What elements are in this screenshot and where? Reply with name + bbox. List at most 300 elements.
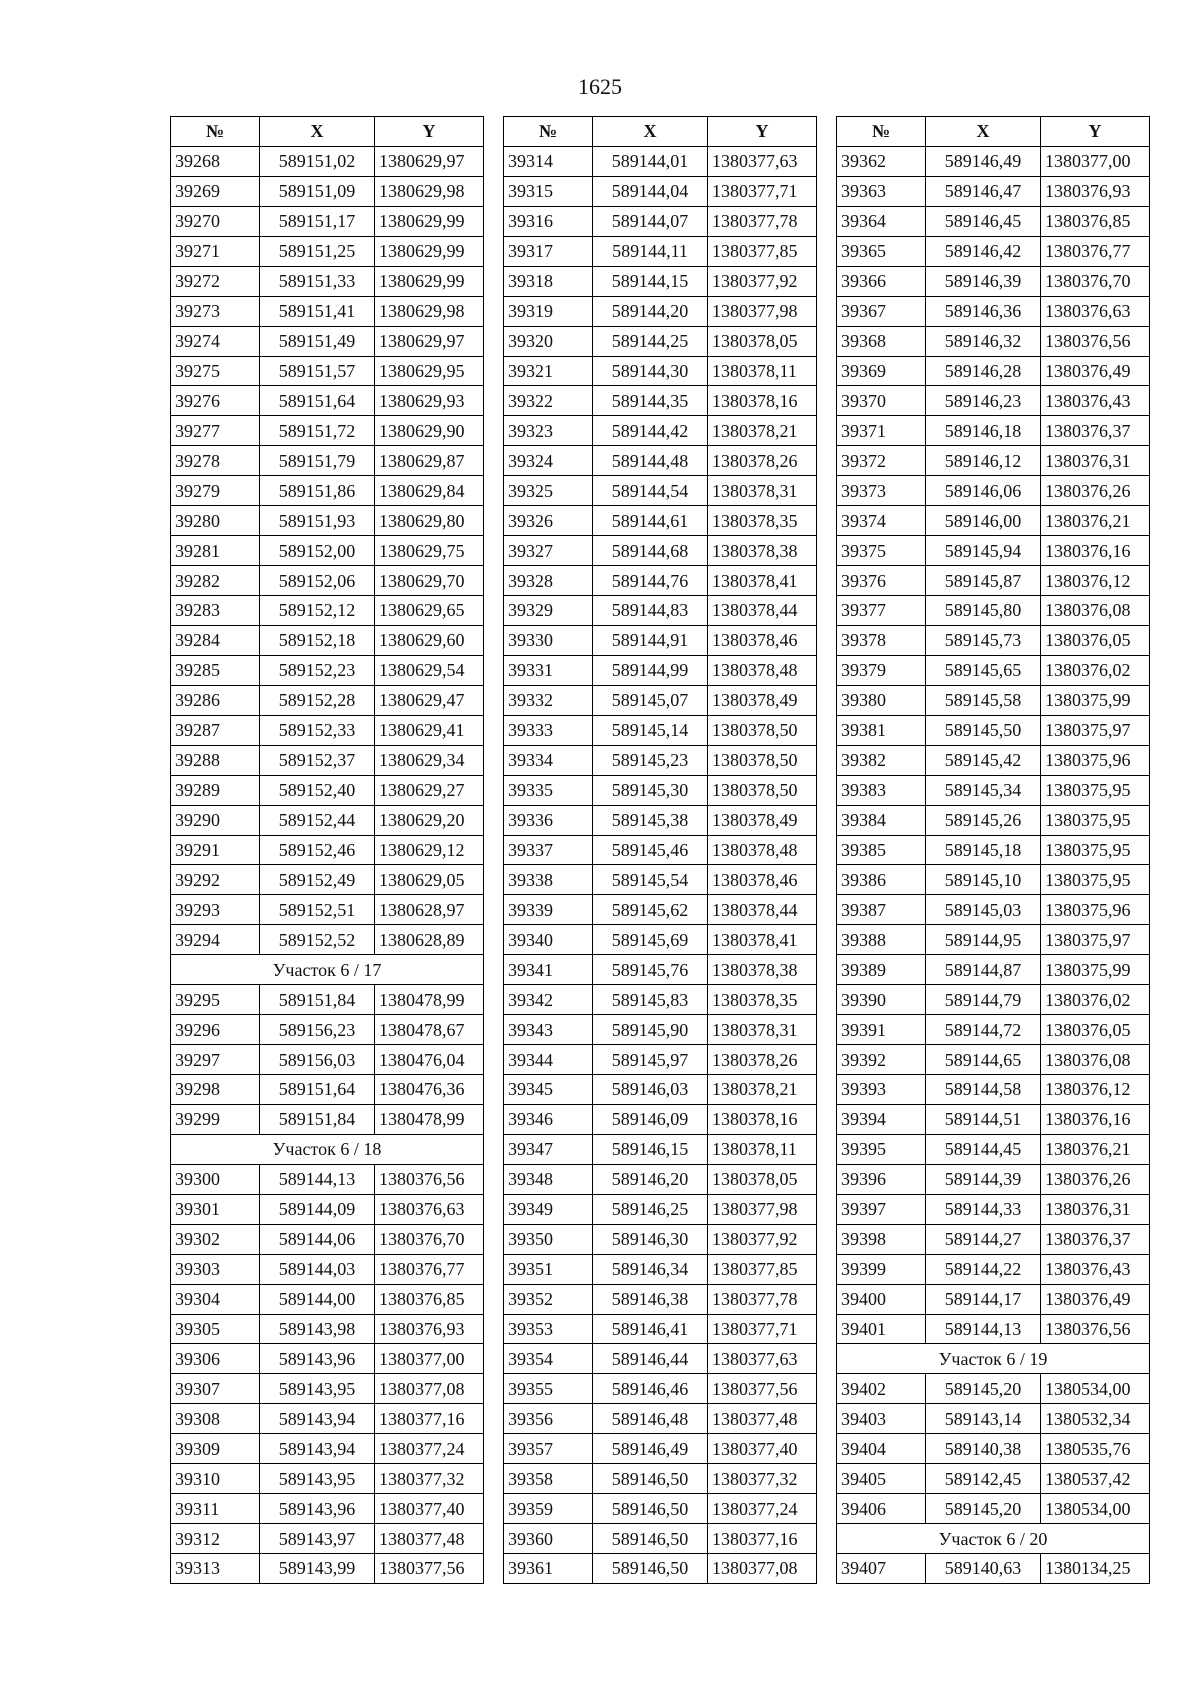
x-coordinate-cell: 589151,84 [260, 1104, 375, 1134]
y-coordinate-cell: 1380376,12 [1041, 1075, 1150, 1105]
table-row [171, 625, 484, 655]
x-coordinate-cell: 589145,54 [593, 865, 708, 895]
point-number-cell: 39278 [171, 446, 260, 476]
point-number-cell: 39315 [504, 176, 593, 206]
x-coordinate-cell: 589143,95 [260, 1464, 375, 1494]
point-number-cell: 39400 [837, 1284, 926, 1314]
point-number-cell: 39309 [171, 1434, 260, 1464]
x-coordinate-cell: 589146,49 [926, 146, 1041, 176]
x-coordinate-cell: 589145,20 [926, 1494, 1041, 1524]
point-number-cell: 39341 [504, 955, 593, 985]
table-row [171, 655, 484, 685]
point-number-cell: 39407 [837, 1554, 926, 1584]
y-coordinate-cell: 1380378,50 [708, 775, 817, 805]
y-coordinate-cell: 1380478,67 [375, 1015, 484, 1045]
point-number-cell: 39387 [837, 895, 926, 925]
table-row [837, 1284, 1150, 1314]
x-coordinate-cell: 589146,09 [593, 1104, 708, 1134]
point-number-cell: 39305 [171, 1314, 260, 1344]
section-row [171, 1134, 484, 1164]
y-coordinate-cell: 1380629,65 [375, 596, 484, 626]
table-row [837, 146, 1150, 176]
x-coordinate-cell: 589146,50 [593, 1524, 708, 1554]
y-coordinate-cell: 1380629,41 [375, 715, 484, 745]
x-coordinate-cell: 589146,36 [926, 296, 1041, 326]
x-coordinate-cell: 589144,83 [593, 596, 708, 626]
point-number-cell: 39294 [171, 925, 260, 955]
x-coordinate-cell: 589144,45 [926, 1134, 1041, 1164]
y-coordinate-cell: 1380629,34 [375, 745, 484, 775]
point-number-cell: 39340 [504, 925, 593, 955]
y-coordinate-cell: 1380378,38 [708, 536, 817, 566]
table-row [837, 925, 1150, 955]
y-coordinate-cell: 1380534,00 [1041, 1374, 1150, 1404]
section-label: Участок 6 / 18 [171, 1134, 484, 1164]
point-number-cell: 39375 [837, 536, 926, 566]
table-row [504, 715, 817, 745]
x-coordinate-cell: 589144,48 [593, 446, 708, 476]
table-row [171, 566, 484, 596]
y-coordinate-cell: 1380629,93 [375, 386, 484, 416]
point-number-cell: 39365 [837, 236, 926, 266]
y-coordinate-cell: 1380376,43 [1041, 1254, 1150, 1284]
table-row [837, 1134, 1150, 1164]
table-row [171, 326, 484, 356]
header-x: X [260, 117, 375, 147]
y-coordinate-cell: 1380629,70 [375, 566, 484, 596]
table-row [504, 985, 817, 1015]
point-number-cell: 39326 [504, 506, 593, 536]
point-number-cell: 39389 [837, 955, 926, 985]
table-row [504, 1314, 817, 1344]
x-coordinate-cell: 589146,32 [926, 326, 1041, 356]
y-coordinate-cell: 1380376,37 [1041, 416, 1150, 446]
x-coordinate-cell: 589144,61 [593, 506, 708, 536]
table-row [504, 1134, 817, 1164]
table-row [504, 835, 817, 865]
point-number-cell: 39338 [504, 865, 593, 895]
y-coordinate-cell: 1380376,56 [375, 1164, 484, 1194]
point-number-cell: 39363 [837, 176, 926, 206]
y-coordinate-cell: 1380377,85 [708, 1254, 817, 1284]
table-row [504, 266, 817, 296]
point-number-cell: 39374 [837, 506, 926, 536]
section-row [837, 1344, 1150, 1374]
x-coordinate-cell: 589152,49 [260, 865, 375, 895]
table-row [837, 1045, 1150, 1075]
x-coordinate-cell: 589145,26 [926, 805, 1041, 835]
y-coordinate-cell: 1380378,05 [708, 1164, 817, 1194]
point-number-cell: 39402 [837, 1374, 926, 1404]
y-coordinate-cell: 1380375,96 [1041, 745, 1150, 775]
x-coordinate-cell: 589144,01 [593, 146, 708, 176]
table-row [171, 745, 484, 775]
table-row [837, 1254, 1150, 1284]
y-coordinate-cell: 1380628,89 [375, 925, 484, 955]
point-number-cell: 39329 [504, 596, 593, 626]
y-coordinate-cell: 1380628,97 [375, 895, 484, 925]
point-number-cell: 39300 [171, 1164, 260, 1194]
x-coordinate-cell: 589145,38 [593, 805, 708, 835]
y-coordinate-cell: 1380377,00 [1041, 146, 1150, 176]
x-coordinate-cell: 589144,87 [926, 955, 1041, 985]
y-coordinate-cell: 1380376,70 [1041, 266, 1150, 296]
y-coordinate-cell: 1380629,60 [375, 625, 484, 655]
table-row [504, 955, 817, 985]
x-coordinate-cell: 589144,06 [260, 1224, 375, 1254]
point-number-cell: 39295 [171, 985, 260, 1015]
x-coordinate-cell: 589152,23 [260, 655, 375, 685]
x-coordinate-cell: 589152,12 [260, 596, 375, 626]
y-coordinate-cell: 1380375,95 [1041, 805, 1150, 835]
y-coordinate-cell: 1380476,36 [375, 1075, 484, 1105]
table-row [504, 506, 817, 536]
point-number-cell: 39288 [171, 745, 260, 775]
point-number-cell: 39385 [837, 835, 926, 865]
table-row [171, 1015, 484, 1045]
x-coordinate-cell: 589146,23 [926, 386, 1041, 416]
y-coordinate-cell: 1380629,75 [375, 536, 484, 566]
y-coordinate-cell: 1380376,16 [1041, 536, 1150, 566]
point-number-cell: 39322 [504, 386, 593, 416]
x-coordinate-cell: 589144,07 [593, 206, 708, 236]
point-number-cell: 39362 [837, 146, 926, 176]
y-coordinate-cell: 1380532,34 [1041, 1404, 1150, 1434]
y-coordinate-cell: 1380375,99 [1041, 685, 1150, 715]
table-row [171, 1464, 484, 1494]
x-coordinate-cell: 589145,97 [593, 1045, 708, 1075]
point-number-cell: 39274 [171, 326, 260, 356]
table-row [837, 206, 1150, 236]
y-coordinate-cell: 1380377,98 [708, 1194, 817, 1224]
y-coordinate-cell: 1380378,38 [708, 955, 817, 985]
table-row [504, 146, 817, 176]
y-coordinate-cell: 1380376,08 [1041, 596, 1150, 626]
y-coordinate-cell: 1380377,32 [375, 1464, 484, 1494]
y-coordinate-cell: 1380629,12 [375, 835, 484, 865]
x-coordinate-cell: 589152,06 [260, 566, 375, 596]
section-label: Участок 6 / 17 [171, 955, 484, 985]
point-number-cell: 39308 [171, 1404, 260, 1434]
x-coordinate-cell: 589146,18 [926, 416, 1041, 446]
table-row [837, 775, 1150, 805]
point-number-cell: 39373 [837, 476, 926, 506]
point-number-cell: 39327 [504, 536, 593, 566]
point-number-cell: 39391 [837, 1015, 926, 1045]
point-number-cell: 39406 [837, 1494, 926, 1524]
point-number-cell: 39383 [837, 775, 926, 805]
y-coordinate-cell: 1380377,24 [708, 1494, 817, 1524]
point-number-cell: 39289 [171, 775, 260, 805]
table-row [837, 865, 1150, 895]
point-number-cell: 39298 [171, 1075, 260, 1105]
y-coordinate-cell: 1380377,48 [708, 1404, 817, 1434]
x-coordinate-cell: 589144,68 [593, 536, 708, 566]
x-coordinate-cell: 589143,96 [260, 1494, 375, 1524]
y-coordinate-cell: 1380476,04 [375, 1045, 484, 1075]
y-coordinate-cell: 1380375,95 [1041, 775, 1150, 805]
y-coordinate-cell: 1380377,56 [375, 1554, 484, 1584]
table-row [171, 1524, 484, 1554]
point-number-cell: 39271 [171, 236, 260, 266]
header-number: № [171, 117, 260, 147]
point-number-cell: 39303 [171, 1254, 260, 1284]
x-coordinate-cell: 589144,22 [926, 1254, 1041, 1284]
y-coordinate-cell: 1380375,99 [1041, 955, 1150, 985]
x-coordinate-cell: 589151,17 [260, 206, 375, 236]
y-coordinate-cell: 1380377,16 [708, 1524, 817, 1554]
point-number-cell: 39272 [171, 266, 260, 296]
table-row [837, 955, 1150, 985]
point-number-cell: 39330 [504, 625, 593, 655]
y-coordinate-cell: 1380376,43 [1041, 386, 1150, 416]
y-coordinate-cell: 1380378,31 [708, 476, 817, 506]
y-coordinate-cell: 1380377,40 [708, 1434, 817, 1464]
x-coordinate-cell: 589144,35 [593, 386, 708, 416]
y-coordinate-cell: 1380377,71 [708, 1314, 817, 1344]
point-number-cell: 39348 [504, 1164, 593, 1194]
point-number-cell: 39328 [504, 566, 593, 596]
point-number-cell: 39312 [171, 1524, 260, 1554]
table-row [504, 685, 817, 715]
point-number-cell: 39345 [504, 1075, 593, 1105]
section-row [837, 1524, 1150, 1554]
table-row [837, 685, 1150, 715]
x-coordinate-cell: 589146,38 [593, 1284, 708, 1314]
table-row [171, 1554, 484, 1584]
y-coordinate-cell: 1380376,37 [1041, 1224, 1150, 1254]
table-row [504, 236, 817, 266]
y-coordinate-cell: 1380376,08 [1041, 1045, 1150, 1075]
y-coordinate-cell: 1380629,05 [375, 865, 484, 895]
y-coordinate-cell: 1380629,97 [375, 326, 484, 356]
x-coordinate-cell: 589145,94 [926, 536, 1041, 566]
x-coordinate-cell: 589144,79 [926, 985, 1041, 1015]
point-number-cell: 39276 [171, 386, 260, 416]
x-coordinate-cell: 589146,49 [593, 1434, 708, 1464]
point-number-cell: 39350 [504, 1224, 593, 1254]
table-row [171, 805, 484, 835]
y-coordinate-cell: 1380377,63 [708, 146, 817, 176]
table-row [504, 1494, 817, 1524]
x-coordinate-cell: 589146,47 [926, 176, 1041, 206]
table-row [837, 1075, 1150, 1105]
table-row [837, 1314, 1150, 1344]
y-coordinate-cell: 1380534,00 [1041, 1494, 1150, 1524]
point-number-cell: 39397 [837, 1194, 926, 1224]
y-coordinate-cell: 1380629,97 [375, 146, 484, 176]
header-number: № [504, 117, 593, 147]
x-coordinate-cell: 589145,07 [593, 685, 708, 715]
x-coordinate-cell: 589145,03 [926, 895, 1041, 925]
y-coordinate-cell: 1380376,21 [1041, 1134, 1150, 1164]
y-coordinate-cell: 1380377,92 [708, 266, 817, 296]
x-coordinate-cell: 589146,28 [926, 356, 1041, 386]
point-number-cell: 39286 [171, 685, 260, 715]
x-coordinate-cell: 589143,99 [260, 1554, 375, 1584]
table-row [171, 1344, 484, 1374]
x-coordinate-cell: 589151,25 [260, 236, 375, 266]
point-number-cell: 39319 [504, 296, 593, 326]
header-y: Y [1041, 117, 1150, 147]
x-coordinate-cell: 589146,30 [593, 1224, 708, 1254]
table-row [504, 1015, 817, 1045]
y-coordinate-cell: 1380377,63 [708, 1344, 817, 1374]
x-coordinate-cell: 589146,20 [593, 1164, 708, 1194]
point-number-cell: 39381 [837, 715, 926, 745]
point-number-cell: 39270 [171, 206, 260, 236]
y-coordinate-cell: 1380629,47 [375, 685, 484, 715]
table-row [504, 1434, 817, 1464]
x-coordinate-cell: 589142,45 [926, 1464, 1041, 1494]
point-number-cell: 39310 [171, 1464, 260, 1494]
point-number-cell: 39376 [837, 566, 926, 596]
table-row [504, 745, 817, 775]
table-row [837, 506, 1150, 536]
y-coordinate-cell: 1380376,02 [1041, 985, 1150, 1015]
point-number-cell: 39284 [171, 625, 260, 655]
x-coordinate-cell: 589151,41 [260, 296, 375, 326]
table-row [837, 625, 1150, 655]
table-row [837, 356, 1150, 386]
page-number: 1625 [578, 74, 622, 99]
x-coordinate-cell: 589144,04 [593, 176, 708, 206]
table-row [504, 1284, 817, 1314]
x-coordinate-cell: 589146,50 [593, 1464, 708, 1494]
table-row [837, 1554, 1150, 1584]
x-coordinate-cell: 589151,64 [260, 386, 375, 416]
x-coordinate-cell: 589151,57 [260, 356, 375, 386]
table-row [171, 865, 484, 895]
y-coordinate-cell: 1380629,90 [375, 416, 484, 446]
y-coordinate-cell: 1380376,85 [375, 1284, 484, 1314]
y-coordinate-cell: 1380378,26 [708, 446, 817, 476]
point-number-cell: 39280 [171, 506, 260, 536]
x-coordinate-cell: 589145,10 [926, 865, 1041, 895]
x-coordinate-cell: 589146,50 [593, 1494, 708, 1524]
x-coordinate-cell: 589152,44 [260, 805, 375, 835]
table-row [504, 1075, 817, 1105]
x-coordinate-cell: 589144,11 [593, 236, 708, 266]
table-row [837, 895, 1150, 925]
table-row [504, 446, 817, 476]
y-coordinate-cell: 1380378,31 [708, 1015, 817, 1045]
table-row [171, 446, 484, 476]
table-row [171, 1374, 484, 1404]
table-row [504, 1404, 817, 1434]
table-row [504, 1464, 817, 1494]
y-coordinate-cell: 1380376,26 [1041, 476, 1150, 506]
point-number-cell: 39335 [504, 775, 593, 805]
table-row [837, 1434, 1150, 1464]
x-coordinate-cell: 589144,42 [593, 416, 708, 446]
point-number-cell: 39281 [171, 536, 260, 566]
point-number-cell: 39311 [171, 1494, 260, 1524]
table-row [504, 805, 817, 835]
table-row [837, 296, 1150, 326]
y-coordinate-cell: 1380629,99 [375, 266, 484, 296]
x-coordinate-cell: 589146,34 [593, 1254, 708, 1284]
y-coordinate-cell: 1380537,42 [1041, 1464, 1150, 1494]
x-coordinate-cell: 589144,00 [260, 1284, 375, 1314]
table-row [837, 386, 1150, 416]
y-coordinate-cell: 1380376,56 [1041, 326, 1150, 356]
point-number-cell: 39364 [837, 206, 926, 236]
y-coordinate-cell: 1380629,20 [375, 805, 484, 835]
y-coordinate-cell: 1380478,99 [375, 985, 484, 1015]
point-number-cell: 39317 [504, 236, 593, 266]
y-coordinate-cell: 1380378,21 [708, 416, 817, 446]
point-number-cell: 39370 [837, 386, 926, 416]
table-row [504, 1045, 817, 1075]
x-coordinate-cell: 589145,62 [593, 895, 708, 925]
table-row [504, 655, 817, 685]
y-coordinate-cell: 1380629,84 [375, 476, 484, 506]
point-number-cell: 39337 [504, 835, 593, 865]
point-number-cell: 39347 [504, 1134, 593, 1164]
table-row [171, 1164, 484, 1194]
table-row [504, 386, 817, 416]
x-coordinate-cell: 589144,58 [926, 1075, 1041, 1105]
table-row [504, 176, 817, 206]
x-coordinate-cell: 589146,06 [926, 476, 1041, 506]
y-coordinate-cell: 1380375,96 [1041, 895, 1150, 925]
y-coordinate-cell: 1380377,98 [708, 296, 817, 326]
point-number-cell: 39395 [837, 1134, 926, 1164]
table-row [504, 356, 817, 386]
y-coordinate-cell: 1380629,95 [375, 356, 484, 386]
point-number-cell: 39388 [837, 925, 926, 955]
table-row [837, 805, 1150, 835]
x-coordinate-cell: 589145,50 [926, 715, 1041, 745]
point-number-cell: 39334 [504, 745, 593, 775]
point-number-cell: 39302 [171, 1224, 260, 1254]
section-label: Участок 6 / 20 [837, 1524, 1150, 1554]
point-number-cell: 39275 [171, 356, 260, 386]
point-number-cell: 39269 [171, 176, 260, 206]
x-coordinate-cell: 589152,18 [260, 625, 375, 655]
x-coordinate-cell: 589144,30 [593, 356, 708, 386]
y-coordinate-cell: 1380378,44 [708, 895, 817, 925]
y-coordinate-cell: 1380629,99 [375, 236, 484, 266]
table-row [837, 1104, 1150, 1134]
x-coordinate-cell: 589144,15 [593, 266, 708, 296]
table-row [837, 1494, 1150, 1524]
x-coordinate-cell: 589156,23 [260, 1015, 375, 1045]
point-number-cell: 39277 [171, 416, 260, 446]
table-row [504, 895, 817, 925]
y-coordinate-cell: 1380376,63 [375, 1194, 484, 1224]
y-coordinate-cell: 1380376,12 [1041, 566, 1150, 596]
x-coordinate-cell: 589146,41 [593, 1314, 708, 1344]
x-coordinate-cell: 589146,00 [926, 506, 1041, 536]
x-coordinate-cell: 589140,38 [926, 1434, 1041, 1464]
y-coordinate-cell: 1380376,93 [375, 1314, 484, 1344]
y-coordinate-cell: 1380377,85 [708, 236, 817, 266]
table-row [171, 536, 484, 566]
point-number-cell: 39268 [171, 146, 260, 176]
point-number-cell: 39360 [504, 1524, 593, 1554]
y-coordinate-cell: 1380378,16 [708, 386, 817, 416]
table-row [171, 206, 484, 236]
y-coordinate-cell: 1380378,46 [708, 865, 817, 895]
point-number-cell: 39346 [504, 1104, 593, 1134]
x-coordinate-cell: 589145,90 [593, 1015, 708, 1045]
point-number-cell: 39336 [504, 805, 593, 835]
table-row [171, 1434, 484, 1464]
header-y: Y [708, 117, 817, 147]
table-row [171, 266, 484, 296]
